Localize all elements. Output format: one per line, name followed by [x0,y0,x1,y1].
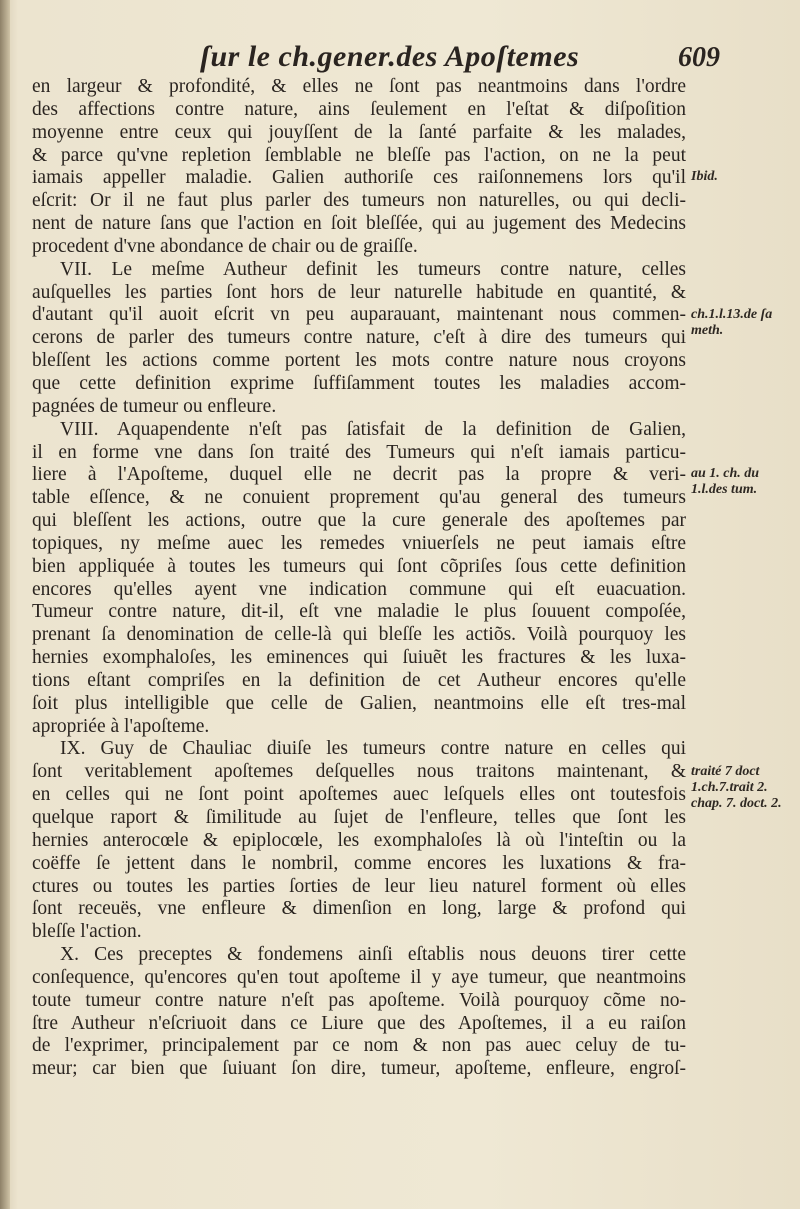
text-line: auſquelles les parties ſont hors de leur naturelle habitude en quantité, & [32,281,686,303]
text-line: moyenne entre ceux qui jouyſſent de la ſanté parfaite & les malades, [32,121,686,143]
running-head: ſur le ch.gener.des Apoſtemes [200,40,580,73]
text-line: topiques, ny meſme auec les remedes vniuerſels ne peut iamais eſtre [32,532,686,554]
text-line: X. Ces preceptes & fondemens ainſi eſtablis nous deuons tirer cette [60,944,686,966]
text-line: pagnées de tumeur ou enfleure. [32,395,277,417]
text-line: bleſſe l'action. [32,921,142,943]
text-line: bleſſent les actions comme portent les mots contre nature nous croyons [32,350,686,372]
text-line: IX. Guy de Chauliac diuiſe les tumeurs contre nature en celles qui [60,738,686,760]
text-line: VIII. Aquapendente n'eſt pas ſatisfait de la definition de Galien, [60,418,686,440]
text-line: nent de nature ſans que l'action en ſoit bleſſée, qui au jugement des Medecins [32,213,686,235]
margin-note: Ibid. [691,169,718,185]
text-line: cerons de parler des tumeurs contre nature, c'eſt à dire des tumeurs qui [32,327,686,349]
text-line: quelque raport & ſimilitude au ſujet de l'enfleure, telles que ſont les [32,807,686,828]
text-line: liere à l'Apoſteme, duquel elle ne decrit pas la propre & veri- [32,464,686,486]
text-line: bien appliquée à toutes les tumeurs qui ſont cõpriſes ſous cette definition [32,555,686,577]
text-line: hernies exomphaloſes, les eminences qui ſuiuẽt les fractures & les luxa- [32,647,686,669]
text-line: que cette definition exprime ſuffiſamment toutes les maladies accom- [32,372,686,394]
text-line: iamais appeller maladie. Galien authoriſe ces raiſonnemens lors qu'il [32,167,686,189]
text-line: coëffe ſe jettent dans le nombril, comme encores les luxations & fra- [32,852,686,874]
page-number: 609 [678,42,720,73]
text-line: table eſſence, & ne conuient proprement qu'au general des tumeurs [32,487,686,509]
margin-note: ch.1.l.13.de ſa meth. [691,306,773,338]
text-line: toute tumeur contre nature n'eſt pas apoſteme. Voilà pourquoy cõme no- [32,989,686,1011]
text-line: en largeur & profondité, & elles ne ſont pas neantmoins dans l'ordre [32,76,686,97]
text-line: eſcrit: Or il ne faut plus parler des tumeurs non naturelles, ou qui decli- [32,190,686,212]
text-line: ctures ou toutes les parties ſorties de leur lieu naturel forment où elles [32,875,686,897]
text-line: qui bleſſent les actions, outre que la cure generale des apoſtemes par [32,510,686,532]
page-header [60,40,720,80]
text-line: des affections contre nature, ains ſeulement en l'eſtat & diſpoſition [32,98,686,120]
text-line: prenant ſa denomination de celle-là qui bleſſe les actiõs. Voilà pourquoy les [32,624,686,646]
margin-note: au 1. ch. du 1.l.des tum. [691,466,760,498]
text-line: ſont receuës, vne enfleure & dimenſion en long, large & profond qui [32,898,686,920]
binding-gutter [0,0,10,1209]
text-line: VII. Le meſme Autheur definit les tumeurs contre nature, celles [60,258,686,280]
text-line: & parce qu'vne repletion ſemblable ne bleſſe pas l'action, on ne la peut [32,144,686,166]
text-line: d'autant qu'il auoit eſcrit vn peu auparauant, maintenant nous commen- [32,304,686,326]
text-line: ſtre Autheur n'eſcriuoit dans ce Liure que des Apoſtemes, il a eu raiſon [32,1012,686,1034]
text-line: conſequence, qu'encores qu'en tout apoſteme il y aye tumeur, que neantmoins [32,966,686,988]
text-line: hernies anterocœle & epiplocœle, les exomphaloſes là où l'inteſtin ou la [32,829,686,851]
main-text [32,76,686,1081]
text-line: il en forme vne dans ſon traité des Tumeurs qui n'eſt iamais particu- [32,441,686,463]
text-line: ſont veritablement apoſtemes deſquelles nous traitons maintenant, & [32,761,686,783]
text-line: encores qu'elles ayent vne indication commune qui eſt euacuation. [32,578,686,600]
text-line: procedent d'vne abondance de chair ou de graiſſe. [32,235,418,257]
text-line: meur; car bien que ſuiuant ſon dire, tumeur, apoſteme, enfleure, engroſ- [32,1058,686,1080]
text-line: tions eſtant compriſes en la definition de cet Autheur encores qu'elle [32,669,686,691]
text-line: de l'exprimer, principalement par ce nom & non pas auec celuy de tu- [32,1035,686,1057]
text-line: ſoit plus intelligible que celle de Galien, neantmoins elle eſt tres-mal [32,692,686,714]
margin-note: traité 7 doct 1.ch.7.trait 2. chap. 7. doct. 2. [691,763,782,811]
text-line: en celles qui ne ſont point apoſtemes auec leſquels elles ont toutesfois [32,784,686,806]
text-line: Tumeur contre nature, dit-il, eſt vne maladie le plus ſouuent compoſée, [32,601,686,623]
text-line: apropriée à l'apoſteme. [32,715,210,737]
